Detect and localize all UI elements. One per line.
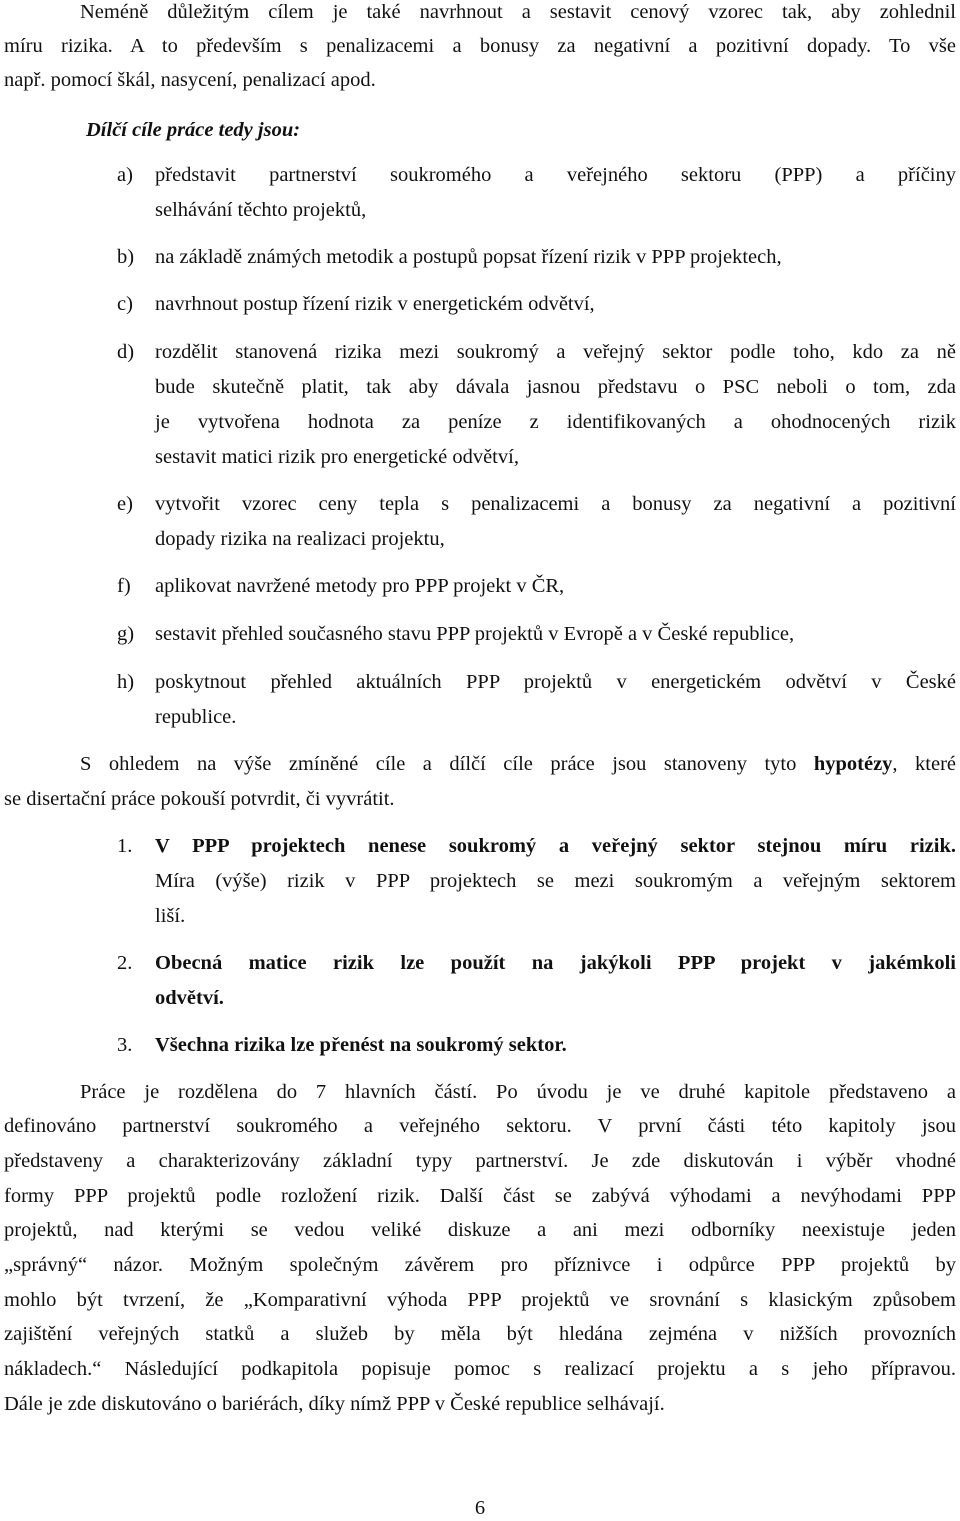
hypothesis-line: Všechna rizika lze přenést na soukromý sektor.	[155, 1034, 567, 1056]
list-item-line: navrhnout postup řízení rizik v energetickém odvětví,	[155, 293, 595, 315]
list-item-marker: f)	[117, 575, 131, 597]
list-item-line: sestavit přehled současného stavu PPP projektů v Evropě a v České republice,	[155, 623, 795, 645]
hypothesis-line: Míra (výše) rizik v PPP projektech se mezi soukromým a veřejným sektorem	[155, 870, 956, 892]
list-item-marker: h)	[117, 671, 135, 693]
list-item-line: aplikovat navržené metody pro PPP projekt v ČR,	[155, 575, 565, 597]
intro-line: např. pomocí škál, nasycení, penalizací apod.	[4, 69, 376, 91]
structure-line: Dále je zde diskutováno o bariérách, díky nímž PPP v České republice selhávají.	[4, 1393, 665, 1415]
list-item-line: rozdělit stanovená rizika mezi soukromý a veřejný sektor podle toho, kdo za ně	[155, 341, 956, 363]
structure-line: definováno partnerství soukromého a veřejného sektoru. V první části této kapitoly jsou	[4, 1115, 956, 1137]
hypothesis-line: V PPP projektech nenese soukromý a veřejný sektor stejnou míru rizik.	[155, 835, 956, 857]
list-item-line: selhávání těchto projektů,	[155, 199, 367, 221]
structure-line: zajištění veřejných statků a služeb by měla být hledána zejména v nižších provozních	[4, 1323, 956, 1345]
list-item-marker: d)	[117, 341, 135, 363]
list-item-line: na základě známých metodik a postupů popsat řízení rizik v PPP projektech,	[155, 246, 782, 268]
intro-line: Neméně důležitým cílem je také navrhnout a sestavit cenový vzorec tak, aby zohlednil	[80, 1, 956, 23]
list-item-marker: e)	[117, 493, 133, 515]
hypothesis-line: Obecná matice rizik lze použít na jakýkoli PPP projekt v jakémkoli	[155, 952, 956, 974]
structure-line: nákladech.“ Následující podkapitola popisuje pomoc s realizací projektu a s jeho přípravou.	[4, 1358, 956, 1380]
hypothesis-intro-text: S ohledem na výše zmíněné cíle a dílčí cíle práce jsou stanoveny tyto	[80, 753, 814, 775]
subgoals-heading: Dílčí cíle práce tedy jsou:	[86, 119, 301, 141]
structure-line: představeny a charakterizovány základní typy partnerství. Je zde diskutován i výběr vhodné	[4, 1150, 956, 1172]
list-item-line: bude skutečně platit, tak aby dávala jasnou představu o PSC neboli o tom, zda	[155, 376, 956, 398]
structure-line: projektů, nad kterými se vedou veliké diskuze a ani mezi odborníky neexistuje jeden	[4, 1219, 956, 1241]
list-item-line: dopady rizika na realizaci projektu,	[155, 528, 445, 550]
structure-line: „správný“ názor. Možným společným závěrem pro příznivce i odpůrce PPP projektů by	[4, 1254, 956, 1276]
structure-line: Práce je rozdělena do 7 hlavních částí. Po úvodu je ve druhé kapitole představeno a	[80, 1081, 956, 1103]
list-item-marker: b)	[117, 246, 135, 268]
hypothesis-marker: 1.	[117, 835, 133, 857]
hypothesis-marker: 3.	[117, 1034, 133, 1056]
list-item-line: republice.	[155, 706, 237, 728]
hypothesis-intro-text: , které	[892, 753, 956, 775]
list-item-line: vytvořit vzorec ceny tepla s penalizacemi a bonusy za negativní a pozitivní	[155, 493, 956, 515]
structure-line: formy PPP projektů podle rozložení rizik. Další část se zabývá výhodami a nevýhodami PPP	[4, 1185, 956, 1207]
hypotheses-keyword: hypotézy	[813, 753, 893, 775]
page-number: 6	[474, 1497, 486, 1519]
structure-line: mohlo být tvrzení, že „Komparativní výhoda PPP projektů ve srovnání s klasickým způsobem	[4, 1289, 956, 1311]
list-item-line: je vytvořena hodnota za peníze z identifikovaných a ohodnocených rizik	[155, 411, 956, 433]
hypothesis-intro-line	[4, 752, 956, 776]
intro-line: míru rizika. A to především s penalizacemi a bonusy za negativní a pozitivní dopady. To vše	[4, 35, 956, 57]
list-item-line: poskytnout přehled aktuálních PPP projektů v energetickém odvětví v České	[155, 671, 956, 693]
list-item-line: sestavit matici rizik pro energetické odvětví,	[155, 446, 519, 468]
list-item-marker: c)	[117, 293, 133, 315]
hypothesis-marker: 2.	[117, 952, 133, 974]
list-item-marker: a)	[117, 164, 133, 186]
list-item-marker: g)	[117, 623, 135, 645]
list-item-line: představit partnerství soukromého a veřejného sektoru (PPP) a příčiny	[155, 164, 956, 186]
hypothesis-line: liší.	[155, 905, 186, 927]
hypothesis-line: odvětví.	[155, 987, 224, 1009]
hypothesis-intro-line: se disertační práce pokouší potvrdit, či vyvrátit.	[4, 788, 395, 810]
